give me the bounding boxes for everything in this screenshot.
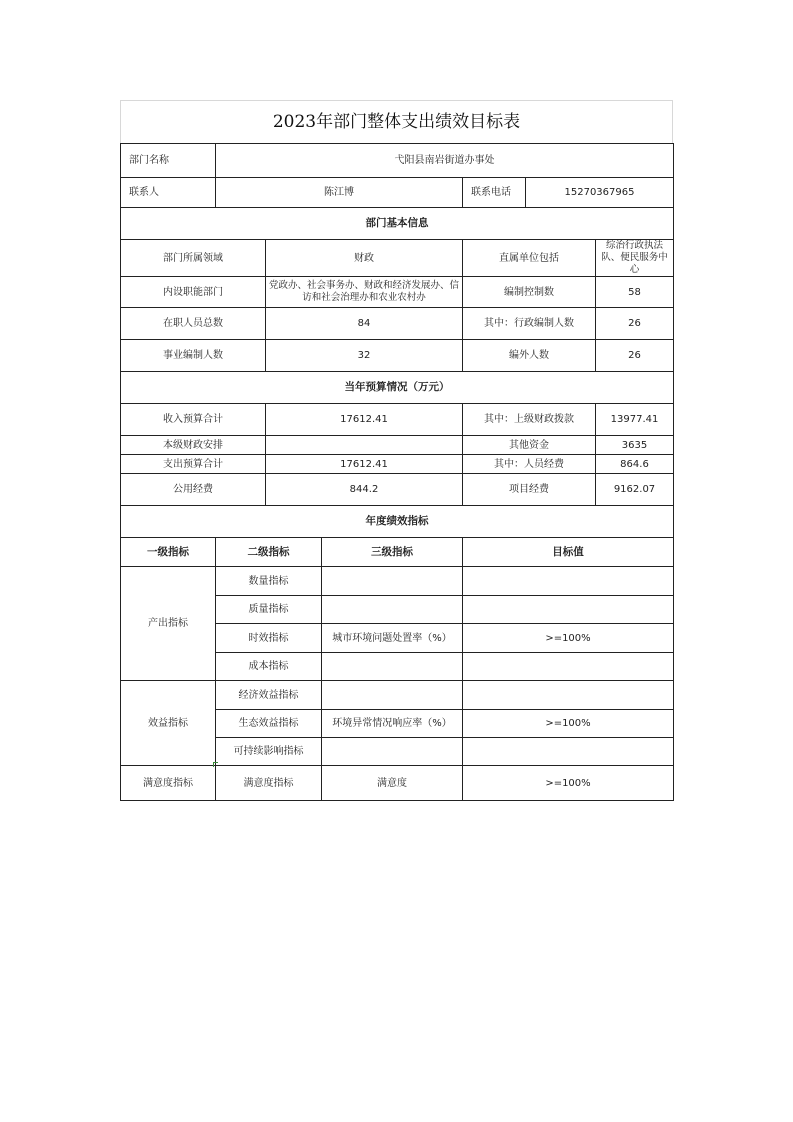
basic-section-row — [121, 208, 674, 240]
dept-name-value: 弋阳县南岩街道办事处 — [216, 144, 674, 178]
benefit-l2: 生态效益指标 — [216, 710, 322, 738]
output-target: >=100% — [463, 624, 674, 653]
units-label: 直属单位包括 — [463, 240, 596, 277]
inst-label: 事业编制人数 — [121, 340, 266, 372]
extra-value: 26 — [596, 340, 674, 372]
benefit-l3: 环境异常情况响应率（%） — [322, 710, 463, 738]
benefit-l2: 可持续影响指标 — [216, 738, 322, 766]
internal-value: 党政办、社会事务办、财政和经济发展办、信访和社会治理办和农业农村办 — [266, 277, 463, 308]
local-value — [266, 436, 463, 455]
benefit-row-economic — [121, 681, 674, 710]
inst-row — [121, 340, 674, 372]
output-label: 产出指标 — [121, 567, 216, 681]
expense-value: 17612.41 — [266, 455, 463, 474]
benefit-target: >=100% — [463, 710, 674, 738]
quota-value: 58 — [596, 277, 674, 308]
performance-table — [120, 143, 674, 801]
perf-section-row — [121, 506, 674, 538]
output-target — [463, 596, 674, 624]
satisfaction-row — [121, 766, 674, 801]
output-l2: 时效指标 — [216, 624, 322, 653]
performance-target-sheet — [120, 100, 673, 801]
local-label: 本级财政安排 — [121, 436, 266, 455]
project-label: 项目经费 — [463, 474, 596, 506]
output-l3 — [322, 567, 463, 596]
satisfaction-target: >=100% — [463, 766, 674, 801]
staff-value: 84 — [266, 308, 463, 340]
field-value: 财政 — [266, 240, 463, 277]
staff-row — [121, 308, 674, 340]
benefit-l2: 经济效益指标 — [216, 681, 322, 710]
contact-value: 陈江博 — [216, 178, 463, 208]
inst-value: 32 — [266, 340, 463, 372]
upper-label: 其中：上级财政拨款 — [463, 404, 596, 436]
income-row — [121, 404, 674, 436]
project-value: 9162.07 — [596, 474, 674, 506]
document-title: 2023年部门整体支出绩效目标表 — [120, 100, 673, 143]
output-row-quantity — [121, 567, 674, 596]
output-l3: 城市环境问题处置率（%） — [322, 624, 463, 653]
header-level3: 三级指标 — [322, 538, 463, 567]
benefit-l3 — [322, 738, 463, 766]
public-value: 844.2 — [266, 474, 463, 506]
output-target — [463, 567, 674, 596]
perf-section-title: 年度绩效指标 — [121, 506, 674, 538]
field-row — [121, 240, 674, 277]
cell-marker-icon — [213, 762, 218, 767]
benefit-target — [463, 738, 674, 766]
output-target — [463, 653, 674, 681]
contact-label: 联系人 — [121, 178, 216, 208]
phone-label: 联系电话 — [463, 178, 526, 208]
output-l3 — [322, 653, 463, 681]
output-l2: 质量指标 — [216, 596, 322, 624]
local-row — [121, 436, 674, 455]
upper-value: 13977.41 — [596, 404, 674, 436]
output-l3 — [322, 596, 463, 624]
admin-label: 其中：行政编制人数 — [463, 308, 596, 340]
internal-label: 内设职能部门 — [121, 277, 266, 308]
dept-name-label: 部门名称 — [121, 144, 216, 178]
output-l2: 数量指标 — [216, 567, 322, 596]
personnel-value: 864.6 — [596, 455, 674, 474]
public-label: 公用经费 — [121, 474, 266, 506]
header-target: 目标值 — [463, 538, 674, 567]
field-label: 部门所属领域 — [121, 240, 266, 277]
quota-label: 编制控制数 — [463, 277, 596, 308]
output-l2: 成本指标 — [216, 653, 322, 681]
staff-label: 在职人员总数 — [121, 308, 266, 340]
internal-row — [121, 277, 674, 308]
header-level1: 一级指标 — [121, 538, 216, 567]
personnel-label: 其中：人员经费 — [463, 455, 596, 474]
units-value: 综治行政执法队、便民服务中心 — [596, 240, 674, 277]
benefit-label: 效益指标 — [121, 681, 216, 766]
dept-name-row — [121, 144, 674, 178]
extra-label: 编外人数 — [463, 340, 596, 372]
contact-row — [121, 178, 674, 208]
budget-section-title: 当年预算情况（万元） — [121, 372, 674, 404]
income-label: 收入预算合计 — [121, 404, 266, 436]
perf-header-row — [121, 538, 674, 567]
other-value: 3635 — [596, 436, 674, 455]
benefit-target — [463, 681, 674, 710]
satisfaction-l3: 满意度 — [322, 766, 463, 801]
benefit-l3 — [322, 681, 463, 710]
budget-section-row — [121, 372, 674, 404]
expense-row — [121, 455, 674, 474]
other-label: 其他资金 — [463, 436, 596, 455]
header-level2: 二级指标 — [216, 538, 322, 567]
satisfaction-l2: 满意度指标 — [216, 766, 322, 801]
basic-section-title: 部门基本信息 — [121, 208, 674, 240]
phone-value: 15270367965 — [526, 178, 674, 208]
income-value: 17612.41 — [266, 404, 463, 436]
expense-label: 支出预算合计 — [121, 455, 266, 474]
public-row — [121, 474, 674, 506]
admin-value: 26 — [596, 308, 674, 340]
satisfaction-label: 满意度指标 — [121, 766, 216, 801]
